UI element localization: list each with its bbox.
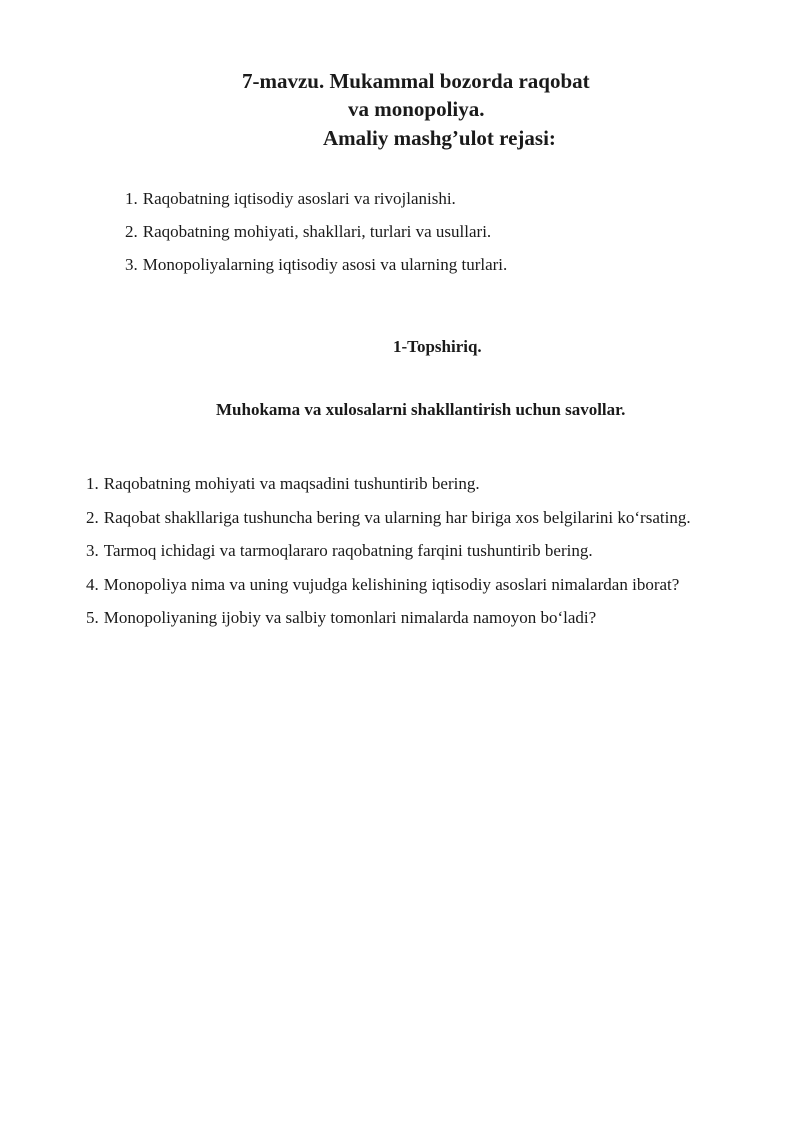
question-item: 2. Raqobat shakllariga tushuncha bering va ularning har biriga xos belgilarini ko‘rsating.	[86, 507, 691, 527]
title-line-2: va monopoliya.	[348, 97, 485, 121]
plan-item: 3. Monopoliyalarning iqtisodiy asosi va ularning turlari.	[125, 255, 508, 274]
plan-item: 1. Raqobatning iqtisodiy asoslari va rivojlanishi.	[125, 189, 456, 208]
question-item: 3. Tarmoq ichidagi va tarmoqlararo raqobatning farqini tushuntirib bering.	[86, 541, 593, 560]
title-line-3: Amaliy mashg’ulot rejasi:	[323, 126, 556, 150]
question-item: 4. Monopoliya nima va uning vujudga kelishining iqtisodiy asoslari nimalardan iborat?	[86, 574, 680, 594]
question-item: 5. Monopoliyaning ijobiy va salbiy tomonlari nimalarda namoyon bo‘ladi?	[86, 608, 597, 627]
section-heading: Muhokama va xulosalarni shakllantirish uchun savollar.	[216, 400, 626, 419]
question-list	[86, 473, 691, 641]
title-line-1: 7-mavzu. Mukammal bozorda raqobat	[242, 69, 590, 93]
plan-list	[125, 188, 507, 287]
task-heading: 1-Topshiriq.	[393, 337, 482, 356]
plan-item: 2. Raqobatning mohiyati, shakllari, turlari va usullari.	[125, 222, 492, 241]
question-item: 1. Raqobatning mohiyati va maqsadini tushuntirib bering.	[86, 474, 480, 493]
